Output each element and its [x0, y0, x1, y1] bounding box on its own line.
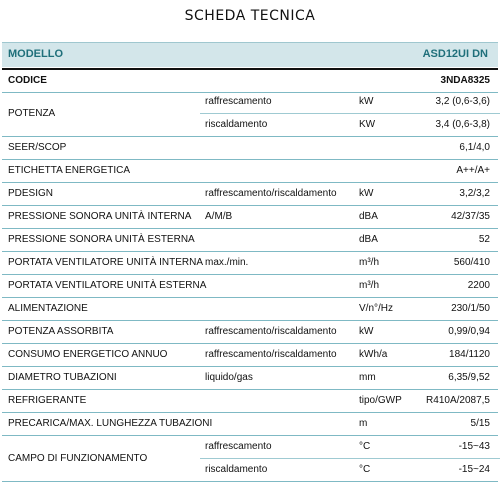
row-unit: m	[359, 418, 368, 429]
row-unit: kW	[359, 188, 374, 199]
table-row	[2, 160, 498, 183]
row-label: PORTATA VENTILATORE UNITÀ INTERNA	[8, 257, 204, 268]
row-sub-label: riscaldamento	[205, 464, 268, 475]
row-value: -15~43	[458, 441, 490, 452]
model-value: ASD12UI DN	[422, 48, 488, 60]
model-label: MODELLO	[8, 48, 63, 60]
row-value: 184/1120	[449, 349, 490, 360]
row-value: 42/37/35	[451, 211, 490, 222]
row-unit: KW	[359, 119, 376, 130]
table-row	[2, 183, 498, 206]
row-unit: °C	[359, 441, 371, 452]
table-row	[2, 68, 498, 93]
row-value: 6,1/4,0	[459, 142, 490, 153]
row-label: ALIMENTAZIONE	[8, 303, 88, 314]
row-value: R410A/2087,5	[426, 395, 490, 406]
row-unit: tipo/GWP	[359, 395, 402, 406]
row-value: 3NDA8325	[440, 75, 490, 86]
row-label: POTENZA	[8, 108, 56, 119]
sub-row-divider	[200, 113, 500, 114]
row-unit: kW	[359, 326, 374, 337]
row-label: PRESSIONE SONORA UNITÀ INTERNA	[8, 211, 192, 222]
table-row	[2, 413, 498, 436]
row-label: CAMPO DI FUNZIONAMENTO	[8, 453, 148, 464]
row-sub-label: raffrescamento	[205, 96, 272, 107]
row-value: 2200	[467, 280, 490, 291]
table-row	[2, 298, 498, 321]
row-sub-label: raffrescamento/riscaldamento	[205, 349, 337, 360]
row-label: SEER/SCOP	[8, 142, 67, 153]
table-row	[2, 436, 498, 482]
table-row	[2, 229, 498, 252]
row-sub-label: raffrescamento	[205, 441, 272, 452]
row-unit: kW	[359, 96, 374, 107]
row-value: 3,2/3,2	[459, 188, 490, 199]
row-value: 3,4 (0,6-3,8)	[435, 119, 490, 130]
model-header-row	[2, 42, 498, 67]
row-sub-label: liquido/gas	[205, 372, 253, 383]
row-unit: mm	[359, 372, 376, 383]
row-value: -15~24	[458, 464, 490, 475]
table-row	[2, 252, 498, 275]
table-row	[2, 344, 498, 367]
row-value: 560/410	[453, 257, 490, 268]
row-unit: V/n°/Hz	[359, 303, 394, 314]
row-sub-label: max./min.	[205, 257, 249, 268]
row-sub-label: raffrescamento/riscaldamento	[205, 326, 337, 337]
row-value: 0,99/0,94	[448, 326, 490, 337]
row-label: CONSUMO ENERGETICO ANNUO	[8, 349, 168, 360]
table-row	[2, 206, 498, 229]
row-unit: kWh/a	[359, 349, 388, 360]
row-label: PRECARICA/MAX. LUNGHEZZA TUBAZIONI	[8, 418, 213, 429]
row-value: 5/15	[470, 418, 490, 429]
sub-row-divider	[200, 458, 500, 459]
row-unit: dBA	[359, 234, 378, 245]
row-sub-label: A/M/B	[205, 211, 233, 222]
row-value: 52	[478, 234, 490, 245]
row-label: PDESIGN	[8, 188, 54, 199]
table-row	[2, 137, 498, 160]
row-unit: m³/h	[359, 257, 379, 268]
row-value: 3,2 (0,6-3,6)	[435, 96, 490, 107]
page-title: SCHEDA TECNICA	[184, 8, 316, 24]
row-value: 230/1/50	[451, 303, 490, 314]
row-value: 6,35/9,52	[448, 372, 490, 383]
row-sub-label: raffrescamento/riscaldamento	[205, 188, 337, 199]
row-unit: °C	[359, 464, 371, 475]
table-row	[2, 91, 498, 137]
row-unit: m³/h	[359, 280, 379, 291]
row-sub-label: riscaldamento	[205, 119, 268, 130]
table-row	[2, 321, 498, 344]
table-row	[2, 390, 498, 413]
row-label: REFRIGERANTE	[8, 395, 87, 406]
row-label: PORTATA VENTILATORE UNITÀ ESTERNA	[8, 280, 207, 291]
row-unit: dBA	[359, 211, 378, 222]
row-label: CODICE	[8, 75, 47, 86]
row-label: ETICHETTA ENERGETICA	[8, 165, 131, 176]
row-label: PRESSIONE SONORA UNITÀ ESTERNA	[8, 234, 195, 245]
table-row	[2, 367, 498, 390]
row-value: A++/A+	[456, 165, 490, 176]
row-label: POTENZA ASSORBITA	[8, 326, 114, 337]
row-label: DIAMETRO TUBAZIONI	[8, 372, 117, 383]
table-row	[2, 275, 498, 298]
